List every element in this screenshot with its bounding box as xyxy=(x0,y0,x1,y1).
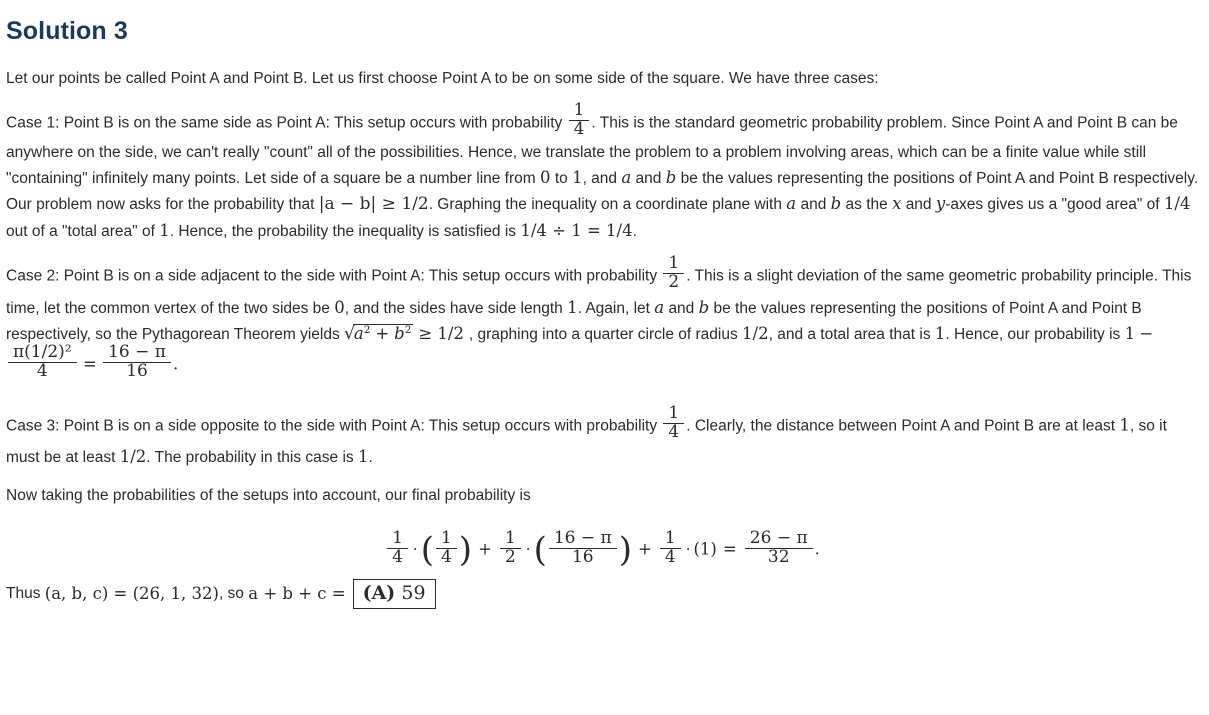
case2-frac1-numerator: π(1/2)² xyxy=(13,342,72,363)
case3-prob-denominator: 4 xyxy=(663,423,684,442)
eq-f2-denominator: 2 xyxy=(500,548,521,567)
case1-var-b: b xyxy=(665,168,677,188)
case2-frac2-numerator: 16 − π xyxy=(108,342,166,363)
answer-box xyxy=(353,579,436,609)
case2-minus: − xyxy=(1139,323,1154,343)
eq-paren-open-1: ( xyxy=(420,530,434,571)
case2-lead: Case 2: Point B is on a side adjacent to the side with Point A: This setup occurs with probability xyxy=(6,267,658,285)
case3-text-2: , so it must be at least xyxy=(6,417,1167,467)
case1-text-12: . xyxy=(632,222,637,240)
conclusion-text-2: , so xyxy=(218,584,244,602)
eq-f2-numerator: 1 xyxy=(504,527,516,548)
eq-paren-fraction-1 xyxy=(436,527,457,567)
eq-plus-1: + xyxy=(478,539,492,559)
case2-radius: 1/2 xyxy=(742,323,769,343)
case3-half: 1/2 xyxy=(119,447,147,467)
page-title: Solution 3 xyxy=(6,17,128,45)
eq-f1-denominator: 4 xyxy=(387,548,408,567)
eq-p2-denominator: 16 xyxy=(549,548,617,567)
case1-result: 1/4 ÷ 1 = 1/4 xyxy=(520,220,633,240)
final-probability-equation xyxy=(6,527,1199,571)
conclusion-text-1: Thus xyxy=(6,584,41,602)
case2-prob-numerator: 1 xyxy=(668,253,680,274)
eq-p1-numerator: 1 xyxy=(440,527,452,548)
case1-probability-fraction xyxy=(569,102,590,139)
case2-text-8: . Hence, our probability is xyxy=(945,325,1121,343)
case1-var-y: y xyxy=(935,194,946,214)
case2-period: . xyxy=(172,354,179,374)
case1-prob-denominator: 4 xyxy=(569,120,590,139)
case1-text-1: . This is the standard geometric probability problem. Since Point A and Point B can be anywhere on the side, we can't really "count" all of the possibilities. Hence, we translate the problem to a problem involving areas, which can be a finite value while still "containing" infinitely many points. Let side of a square be a number line from xyxy=(6,114,1178,188)
case2-area: 1 xyxy=(934,323,946,343)
case3-prob-value: 1 xyxy=(357,447,369,467)
eq-fraction-2 xyxy=(500,527,521,567)
case-3-paragraph xyxy=(6,403,1199,471)
case-1-paragraph xyxy=(6,100,1199,244)
case2-zero: 0 xyxy=(334,297,345,317)
case2-text-4: and xyxy=(668,299,695,317)
eq-p1-denominator: 4 xyxy=(436,548,457,567)
answer-choice-label: (A) xyxy=(362,581,396,604)
case2-pythagorean-expression: $√a^2 + b^2 \ge 1/2$ xyxy=(344,323,464,344)
case3-probability-fraction xyxy=(663,405,684,442)
radicand: $a^2 + b^2$ xyxy=(353,323,412,343)
intro-paragraph xyxy=(6,67,1199,91)
case2-probability-fraction xyxy=(663,255,684,292)
case2-text-3: . Again, let xyxy=(577,299,650,317)
case2-text-7: , and a total area that is xyxy=(768,325,931,343)
case1-text-4: and xyxy=(635,170,662,188)
case1-total-area: 1 xyxy=(159,220,170,240)
case1-text-3: , and xyxy=(582,170,618,188)
eq-paren-close-2: ) xyxy=(618,530,632,571)
case1-var-b-2: b xyxy=(830,194,842,214)
case1-lead: Case 1: Point B is on the same side as Point A: This setup occurs with probability xyxy=(6,114,563,132)
case3-lead: Case 3: Point B is on a side opposite to the side with Point A: This setup occurs with probability xyxy=(6,417,658,435)
case1-inequality: |a − b| ≥ 1/2 xyxy=(318,194,429,215)
case2-prob-denominator: 2 xyxy=(663,273,684,292)
case2-var-a: a xyxy=(654,297,665,317)
case1-text-5: be the values representing the positions of Point A and Point B respectively. Our problem now asks for the probability that xyxy=(6,170,1199,214)
conclusion-tuple: (a, b, c) = (26, 1, 32) xyxy=(44,584,219,604)
case3-text-4: . xyxy=(368,449,373,467)
case3-one: 1 xyxy=(1119,415,1130,435)
case1-text-4b: and xyxy=(800,196,827,214)
case1-prob-numerator: 1 xyxy=(573,100,585,121)
case1-var-a-2: a xyxy=(786,194,797,214)
eq-result-numerator: 26 − π xyxy=(749,527,808,548)
eq-period: . xyxy=(814,539,820,559)
case2-expr-one: 1 xyxy=(1124,323,1136,343)
case3-text-3: . The probability in this case is xyxy=(146,449,354,467)
case3-prob-numerator: 1 xyxy=(668,403,680,424)
eq-dot-1: · xyxy=(412,540,418,559)
case-2-paragraph xyxy=(6,253,1199,384)
case2-fraction-2 xyxy=(103,344,171,381)
case1-text-7: as the xyxy=(845,196,888,214)
case1-text-11: . Hence, the probability the inequality is satisfied is xyxy=(169,222,517,240)
case1-good-area: 1/4 xyxy=(1163,194,1191,214)
closing-text: Now taking the probabilities of the setups into account, our final probability is xyxy=(6,487,531,505)
eq-dot-2: · xyxy=(525,540,531,559)
answer-choice-value: 59 xyxy=(401,581,426,604)
case1-var-a: a xyxy=(621,168,632,188)
case2-frac2-denominator: 16 xyxy=(103,362,171,381)
case2-frac1-denominator: 4 xyxy=(8,362,77,381)
eq-p2-numerator: 16 − π xyxy=(553,527,612,548)
eq-one-paren: (1) xyxy=(693,539,717,559)
eq-paren-close-1: ) xyxy=(458,530,473,571)
conclusion-sum: a + b + c = xyxy=(248,584,346,604)
case3-text-1: . Clearly, the distance between Point A and Point B are at least xyxy=(686,417,1116,435)
eq-fraction-3 xyxy=(660,527,681,567)
case1-text-9: -axes gives us a "good area" of xyxy=(945,196,1160,214)
case1-var-x: x xyxy=(892,194,902,214)
case2-text-1: . This is a slight deviation of the same geometric probability principle. This time, let the common vertex of the two sides be xyxy=(6,267,1192,317)
case2-text-5: be the values representing the positions of Point A and Point B respectively, so the Pythagorean Theorem yields xyxy=(6,299,1142,343)
eq-plus-2: + xyxy=(638,539,652,559)
case2-text-6: , graphing into a quarter circle of radius xyxy=(468,325,738,343)
radical-sign: √ xyxy=(344,323,355,344)
eq-equals: = xyxy=(722,539,737,559)
case2-text-2: , and the sides have side length xyxy=(344,299,563,317)
intro-text: Let our points be called Point A and Point B. Let us first choose Point A to be on some side of the square. We have three cases: xyxy=(6,69,879,87)
case2-fraction-1 xyxy=(8,344,77,381)
case1-one: 1 xyxy=(572,168,583,188)
conclusion-line xyxy=(6,579,1199,609)
eq-f3-numerator: 1 xyxy=(664,527,676,548)
eq-paren-open-2: ( xyxy=(533,530,547,571)
case2-equals: = xyxy=(82,354,97,374)
eq-dot-3: · xyxy=(685,540,691,559)
case1-text-6: . Graphing the inequality on a coordinate plane with xyxy=(428,196,782,214)
case1-zero: 0 xyxy=(540,168,551,188)
case1-text-2: to xyxy=(554,170,568,188)
eq-result-fraction xyxy=(745,527,813,567)
case2-one: 1 xyxy=(567,297,578,317)
eq-paren-fraction-2 xyxy=(549,527,617,567)
closing-paragraph xyxy=(6,484,1199,508)
case1-text-10: out of a "total area" of xyxy=(6,222,155,240)
paragraph-spacer xyxy=(6,398,1199,408)
case1-text-8: and xyxy=(905,196,932,214)
eq-fraction-1 xyxy=(387,527,408,567)
eq-result-denominator: 32 xyxy=(745,548,813,567)
eq-f1-numerator: 1 xyxy=(392,527,403,548)
eq-f3-denominator: 4 xyxy=(660,548,681,567)
case2-var-b: b xyxy=(698,297,710,317)
